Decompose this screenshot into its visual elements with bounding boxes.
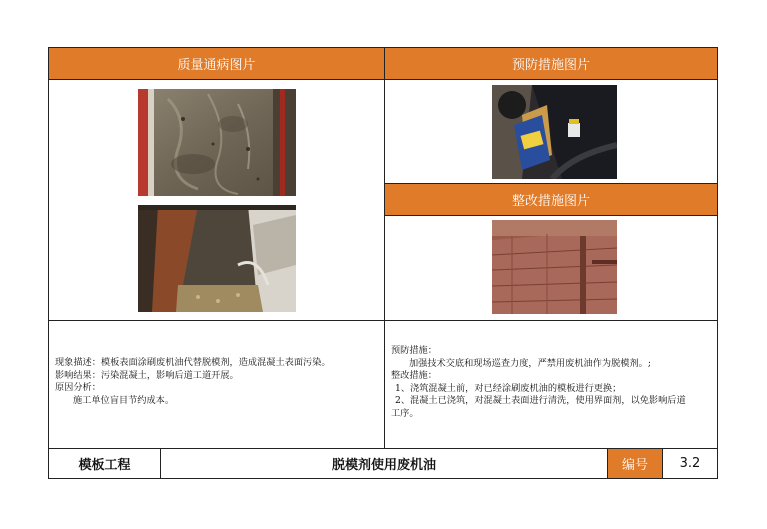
cause-analysis-detail: 施工单位盲目节约成本。 xyxy=(73,394,175,406)
rectification-step-2: 2、混凝土已浇筑，对混凝土表面进行清洗，使用界面剂，以免影响后道 xyxy=(395,395,686,407)
release-agent-image xyxy=(492,85,617,179)
number-label: 编号 xyxy=(621,458,648,473)
prevention-label: 预防措施： xyxy=(391,345,437,356)
quality-card xyxy=(48,47,718,479)
header-rectification-label: 整改措施图片 xyxy=(511,194,590,209)
header-quality-defect-photos xyxy=(49,48,384,79)
defect-description xyxy=(55,357,380,407)
footer-category xyxy=(49,449,160,478)
header-rectification-photos xyxy=(385,184,717,215)
footer-number-label xyxy=(608,449,662,478)
cause-analysis-label: 原因分析： xyxy=(55,382,101,394)
rectification-step-1: 1、浇筑混凝土前，对已经涂刷废机油的模板进行更换； xyxy=(395,382,622,394)
rectification-photo-wood-formwork xyxy=(492,220,617,314)
footer-title xyxy=(161,449,607,478)
header-divider xyxy=(49,79,717,80)
defect-photo-stained-concrete xyxy=(138,89,296,196)
header-prevention-label: 预防措施图片 xyxy=(511,58,590,73)
header-prevention-photos xyxy=(385,48,717,79)
wood-formwork-image xyxy=(492,220,617,314)
measures-description xyxy=(391,345,713,421)
prevention-detail: 加强技术交底和现场巡查力度，严禁用废机油作为脱模剂。; xyxy=(409,357,651,369)
defect-photo-formwork-corner xyxy=(138,205,296,312)
footer-number-value xyxy=(663,449,717,478)
photo-text-divider xyxy=(49,320,717,321)
column-divider xyxy=(384,48,385,448)
impact-result: 影响结果：污染混凝土，影响后道工道开展。 xyxy=(55,369,239,381)
rectification-step-2-cont: 工序。 xyxy=(391,407,419,419)
right-photo-divider xyxy=(385,183,717,184)
stained-concrete-image xyxy=(138,89,296,196)
prevention-photo-release-agent xyxy=(492,85,617,179)
header-quality-defect-label: 质量通病图片 xyxy=(177,58,256,73)
issue-title: 脱模剂使用废机油 xyxy=(331,458,436,473)
rectification-header-divider xyxy=(385,215,717,216)
category-label: 模板工程 xyxy=(78,458,131,473)
rectification-label: 整改措施： xyxy=(391,370,437,382)
phenomenon-description: 现象描述：模板表面涂刷废机油代替脱模剂，造成混凝土表面污染。 xyxy=(55,357,331,368)
formwork-corner-image xyxy=(138,205,296,312)
number-value: 3.2 xyxy=(679,456,701,471)
